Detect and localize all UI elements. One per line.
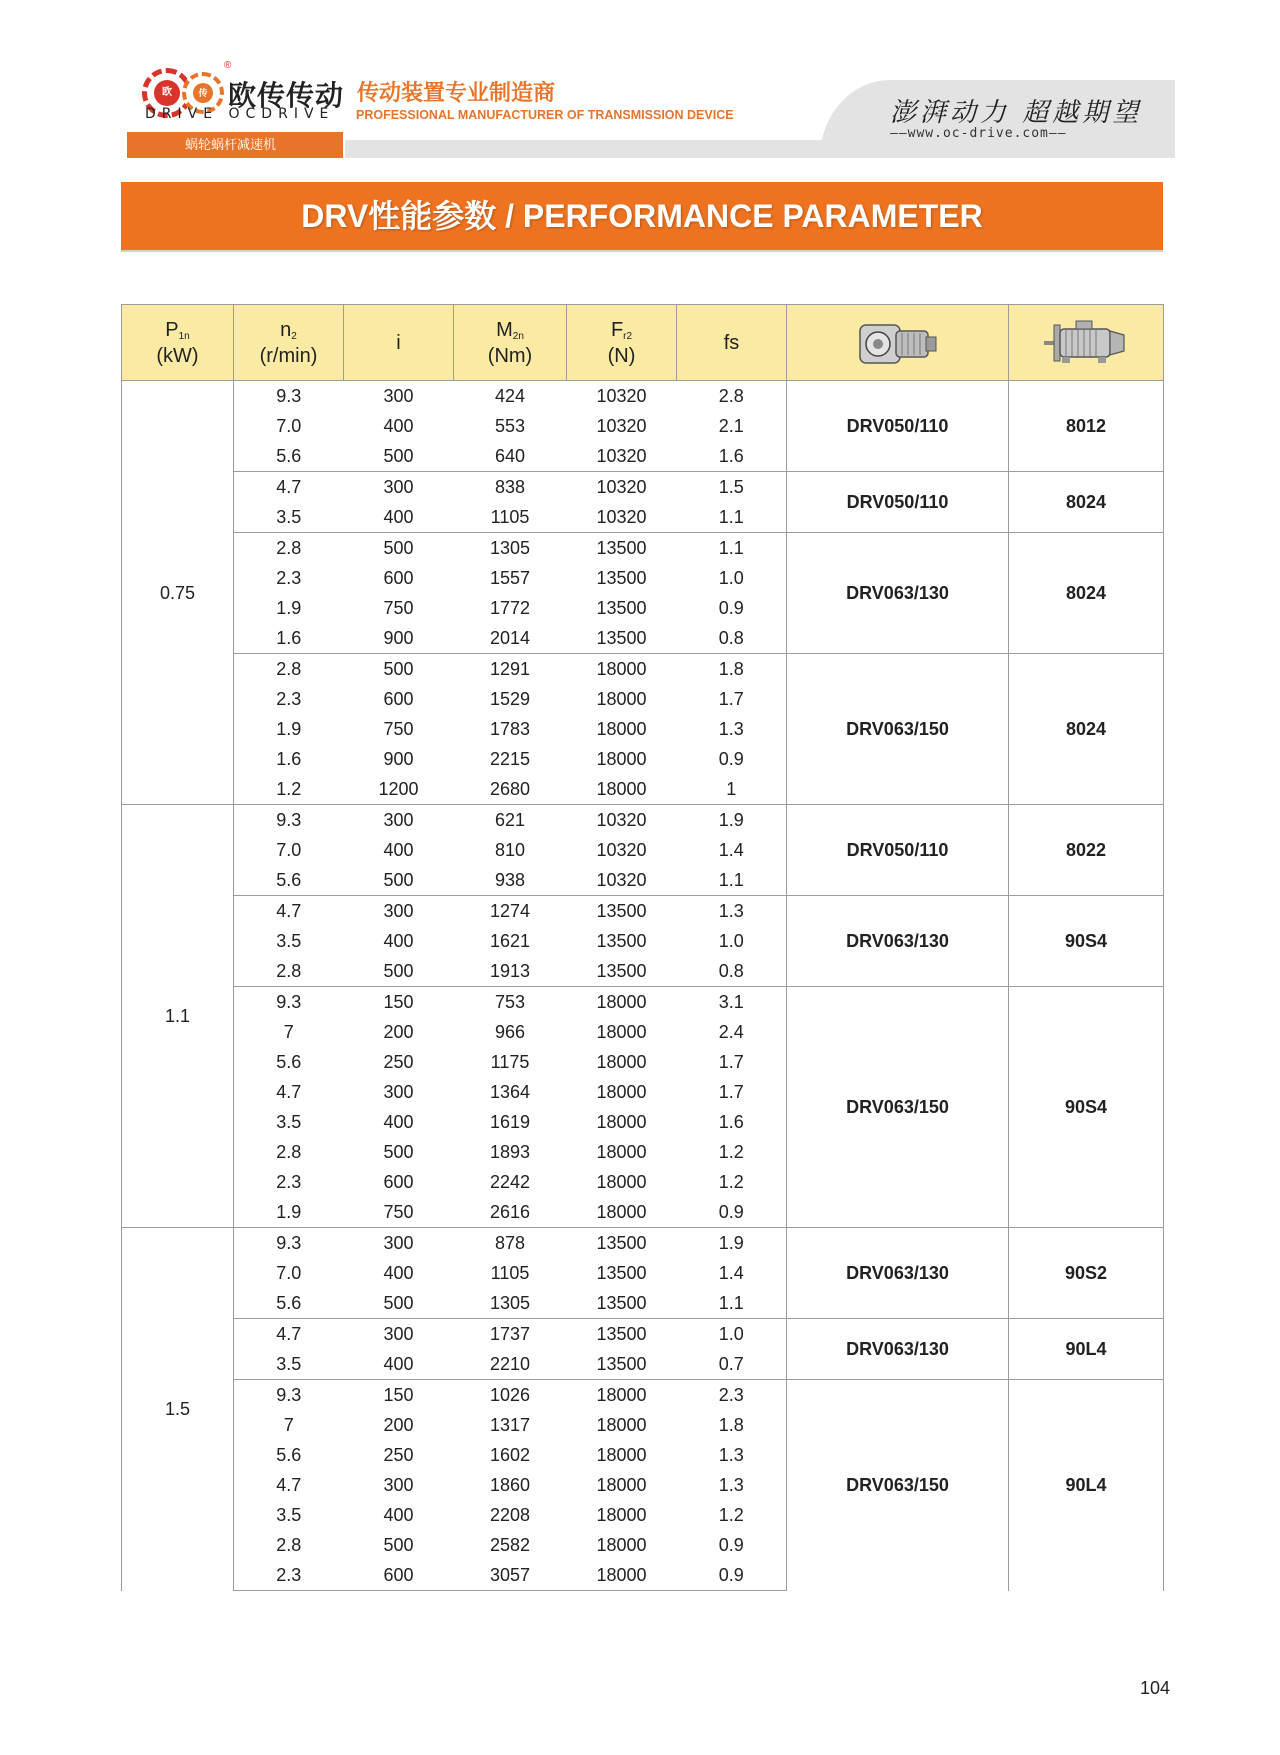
logo-brand-cn: 欧传传动 (228, 80, 345, 111)
i-cell: 300 (344, 472, 454, 503)
i-cell: 150 (344, 1380, 454, 1411)
i-cell: 900 (383, 628, 414, 648)
n2-cell: 1.9 (234, 714, 344, 744)
i-cell: 1200 (378, 779, 419, 799)
m2-cell: 1893 (489, 1142, 531, 1162)
i-cell: 300 (383, 1082, 414, 1102)
m2-cell: 640 (494, 446, 526, 466)
performance-table (121, 304, 1164, 1591)
fr2-cell: 10320 (596, 416, 647, 436)
table-row (122, 896, 1164, 927)
fr2-cell: 18000 (596, 1202, 647, 1222)
fs-cell: 2.8 (677, 381, 787, 412)
m2-cell: 1317 (489, 1415, 531, 1435)
i-cell: 600 (383, 568, 414, 588)
fr2-cell: 18000 (596, 1172, 647, 1192)
i-cell: 500 (383, 1142, 414, 1162)
motor-model-cell: 8022 (1009, 805, 1164, 896)
n2-cell: 1.6 (234, 744, 344, 774)
m2-cell: 2582 (489, 1535, 531, 1555)
n2-cell: 2.3 (234, 684, 344, 714)
m2-cell: 424 (454, 381, 567, 412)
m2-cell: 966 (494, 1022, 526, 1042)
i-cell: 250 (383, 1052, 414, 1072)
n2-cell: 2.3 (234, 1167, 344, 1197)
reducer-model-cell: DRV050/110 (787, 381, 1009, 472)
fr2-cell: 13500 (596, 568, 647, 588)
fs-cell: 1.3 (677, 896, 787, 927)
fs-cell: 0.9 (677, 1197, 787, 1228)
n2-cell: 2.8 (234, 1530, 344, 1560)
m2-cell: 1737 (454, 1319, 567, 1350)
fr2-cell: 13500 (567, 533, 677, 564)
category-tab: 蜗轮蜗杆减速机 (127, 132, 343, 158)
fs-cell: 1.0 (677, 563, 787, 593)
table-row (122, 1228, 1164, 1259)
i-cell: 600 (344, 1560, 454, 1591)
power-cell: 1.5 (122, 1228, 234, 1591)
i-cell: 300 (344, 805, 454, 836)
i-cell: 300 (344, 381, 454, 412)
i-cell: 500 (344, 654, 454, 685)
n2-cell: 4.7 (234, 1319, 344, 1350)
n2-cell: 2.8 (234, 1137, 344, 1167)
i-cell: 400 (383, 1354, 414, 1374)
fs-cell: 1.0 (677, 1319, 787, 1350)
n2-cell: 2.3 (234, 563, 344, 593)
reducer-model-cell: DRV063/130 (787, 1319, 1009, 1380)
m2-cell: 1364 (489, 1082, 531, 1102)
m2-cell: 1602 (489, 1445, 531, 1465)
m2-cell: 1529 (489, 689, 531, 709)
fs-cell: 1.2 (677, 1137, 787, 1167)
fs-cell: 1.7 (677, 1077, 787, 1107)
reducer-model-cell: DRV063/130 (787, 896, 1009, 987)
n2-cell: 1.9 (234, 593, 344, 623)
n2-cell: 2.8 (234, 533, 344, 564)
fs-cell: 1.1 (677, 865, 787, 896)
n2-cell: 7.0 (234, 835, 344, 865)
table-row (122, 1380, 1164, 1411)
m2-cell: 1772 (489, 598, 531, 618)
fr2-cell: 18000 (596, 1445, 647, 1465)
n2-cell: 5.6 (234, 1047, 344, 1077)
i-cell: 250 (383, 1445, 414, 1465)
i-cell: 500 (383, 961, 414, 981)
i-cell: 400 (383, 931, 414, 951)
motor-model-cell: 90L4 (1009, 1380, 1164, 1591)
m2-cell: 838 (454, 472, 567, 503)
i-cell: 400 (383, 840, 414, 860)
n2-cell: 3.5 (234, 502, 344, 533)
m2-cell: 1274 (454, 896, 567, 927)
fs-cell: 0.9 (677, 593, 787, 623)
i-cell: 400 (383, 1505, 414, 1525)
fs-cell: 1 (677, 774, 787, 805)
m2-cell: 1305 (454, 533, 567, 564)
m2-cell: 3057 (454, 1560, 567, 1591)
fr2-cell: 18000 (567, 1560, 677, 1591)
m2-cell: 1026 (454, 1380, 567, 1411)
i-cell: 500 (344, 533, 454, 564)
m2-cell: 2616 (489, 1202, 531, 1222)
n2-cell: 9.3 (234, 1228, 344, 1259)
m2-cell: 2680 (489, 779, 531, 799)
motor-model-cell: 8024 (1009, 533, 1164, 654)
motor-model-cell: 90S4 (1009, 896, 1164, 987)
m2-cell: 878 (454, 1228, 567, 1259)
fs-cell: 1.0 (677, 926, 787, 956)
n2-cell: 5.6 (234, 441, 344, 472)
fr2-cell: 18000 (596, 749, 647, 769)
n2-cell: 5.6 (234, 865, 344, 896)
fr2-cell: 18000 (596, 1415, 647, 1435)
m2-cell: 2210 (489, 1354, 531, 1374)
header-radial-load: $F_{r2}$ (N) (567, 305, 677, 381)
n2-cell: 2.3 (234, 1560, 344, 1591)
reducer-model-cell: DRV050/110 (787, 472, 1009, 533)
header-title-en: PROFESSIONAL MANUFACTURER OF TRANSMISSION DEVICE (356, 108, 734, 122)
n2-cell: 4.7 (234, 472, 344, 503)
header-ratio: i (344, 305, 454, 381)
fr2-cell: 13500 (596, 961, 647, 981)
m2-cell: 2242 (489, 1172, 531, 1192)
i-cell: 300 (383, 1475, 414, 1495)
m2-cell: 1105 (490, 1263, 530, 1283)
fr2-cell: 18000 (596, 1082, 647, 1102)
reducer-model-cell: DRV063/150 (787, 987, 1009, 1228)
n2-cell: 2.8 (234, 956, 344, 987)
i-cell: 900 (383, 749, 414, 769)
fs-cell: 1.5 (677, 472, 787, 503)
fr2-cell: 18000 (596, 1022, 647, 1042)
fs-cell: 0.8 (677, 623, 787, 654)
fs-cell: 1.4 (677, 1258, 787, 1288)
n2-cell: 7.0 (234, 1258, 344, 1288)
m2-cell: 2208 (489, 1505, 531, 1525)
reducer-model-cell: DRV063/130 (787, 533, 1009, 654)
fs-cell: 1.6 (677, 441, 787, 472)
fs-cell: 1.7 (677, 1047, 787, 1077)
m2-cell: 1105 (490, 507, 530, 527)
i-cell: 500 (383, 446, 414, 466)
header-power: $P_{1n}$ (kW) (122, 305, 234, 381)
fr2-cell: 18000 (596, 1052, 647, 1072)
page-number: 104 (1140, 1678, 1171, 1698)
fs-cell: 2.1 (677, 411, 787, 441)
fr2-cell: 10320 (596, 870, 647, 890)
i-cell: 400 (383, 416, 414, 436)
fr2-cell: 13500 (567, 896, 677, 927)
fr2-cell: 13500 (596, 1263, 647, 1283)
n2-cell: 4.7 (234, 1470, 344, 1500)
motor-model-cell: 8024 (1009, 472, 1164, 533)
fs-cell: 1.3 (677, 1470, 787, 1500)
n2-cell: 3.5 (234, 926, 344, 956)
motor-model-cell: 90L4 (1009, 1319, 1164, 1380)
fs-cell: 1.1 (677, 533, 787, 564)
n2-cell: 1.9 (234, 1197, 344, 1228)
logo-mark-left: 欧 (154, 80, 180, 106)
fs-cell: 1.3 (677, 1440, 787, 1470)
i-cell: 200 (383, 1415, 414, 1435)
header-gray-band (345, 140, 1175, 158)
i-cell: 300 (344, 1228, 454, 1259)
fr2-cell: 13500 (596, 598, 647, 618)
m2-cell: 621 (454, 805, 567, 836)
fr2-cell: 10320 (567, 472, 677, 503)
m2-cell: 2215 (489, 749, 531, 769)
motor-model-cell: 90S2 (1009, 1228, 1164, 1319)
header-torque: $M_{2n}$ (Nm) (454, 305, 567, 381)
m2-cell: 1783 (489, 719, 531, 739)
logo-mark-right: 传 (193, 83, 213, 103)
power-cell: 0.75 (122, 381, 234, 805)
reducer-model-cell: DRV063/150 (787, 1380, 1009, 1591)
n2-cell: 7 (234, 1410, 344, 1440)
table-row (122, 654, 1164, 685)
fr2-cell: 13500 (567, 1319, 677, 1350)
header-service-factor: fs (677, 305, 787, 381)
m2-cell: 1913 (489, 961, 531, 981)
m2-cell: 1305 (489, 1293, 531, 1313)
m2-cell: 810 (494, 840, 526, 860)
fr2-cell: 18000 (596, 779, 647, 799)
reducer-model-cell: DRV063/150 (787, 654, 1009, 805)
fs-cell: 1.2 (677, 1500, 787, 1530)
fr2-cell: 13500 (596, 1293, 647, 1313)
fs-cell: 0.8 (677, 956, 787, 987)
fr2-cell: 18000 (596, 719, 647, 739)
header-motor (1009, 305, 1164, 381)
m2-cell: 553 (494, 416, 526, 436)
n2-cell: 9.3 (234, 1380, 344, 1411)
table-row (122, 533, 1164, 564)
n2-cell: 7.0 (234, 411, 344, 441)
i-cell: 300 (344, 1319, 454, 1350)
n2-cell: 3.5 (234, 1349, 344, 1380)
fr2-cell: 10320 (567, 805, 677, 836)
n2-cell: 3.5 (234, 1500, 344, 1530)
m2-cell: 938 (494, 870, 526, 890)
fr2-cell: 10320 (567, 381, 677, 412)
header-reducer (787, 305, 1009, 381)
i-cell: 500 (383, 870, 414, 890)
fs-cell: 1.6 (677, 1107, 787, 1137)
fr2-cell: 13500 (596, 628, 647, 648)
website-url: ——www.oc-drive.com—— (890, 126, 1067, 141)
fs-cell: 3.1 (677, 987, 787, 1018)
n2-cell: 3.5 (234, 1107, 344, 1137)
motor-model-cell: 8024 (1009, 654, 1164, 805)
fs-cell: 0.7 (677, 1349, 787, 1380)
electric-motor-icon (1040, 315, 1132, 371)
fr2-cell: 18000 (596, 689, 647, 709)
fs-cell: 1.8 (677, 1410, 787, 1440)
fr2-cell: 18000 (596, 1535, 647, 1555)
fs-cell: 1.1 (677, 1288, 787, 1319)
table-row (122, 381, 1164, 412)
fs-cell: 1.4 (677, 835, 787, 865)
fs-cell: 1.7 (677, 684, 787, 714)
i-cell: 500 (383, 1293, 414, 1313)
table-row (122, 472, 1164, 503)
fr2-cell: 13500 (596, 931, 647, 951)
fr2-cell: 18000 (567, 1380, 677, 1411)
registered-mark: ® (224, 60, 232, 71)
m2-cell: 2014 (489, 628, 531, 648)
table-row (122, 1319, 1164, 1350)
n2-cell: 1.6 (234, 623, 344, 654)
n2-cell: 4.7 (234, 1077, 344, 1107)
fr2-cell: 18000 (596, 1505, 647, 1525)
n2-cell: 4.7 (234, 896, 344, 927)
i-cell: 150 (344, 987, 454, 1018)
n2-cell: 5.6 (234, 1288, 344, 1319)
i-cell: 400 (383, 1263, 414, 1283)
i-cell: 400 (383, 1112, 414, 1132)
m2-cell: 1621 (489, 931, 531, 951)
fs-cell: 2.4 (677, 1017, 787, 1047)
fs-cell: 2.3 (677, 1380, 787, 1411)
fs-cell: 1.9 (677, 1228, 787, 1259)
fr2-cell: 18000 (596, 1475, 647, 1495)
i-cell: 750 (383, 598, 414, 618)
i-cell: 500 (383, 1535, 414, 1555)
reducer-model-cell: DRV050/110 (787, 805, 1009, 896)
fs-cell: 1.2 (677, 1167, 787, 1197)
i-cell: 750 (383, 719, 414, 739)
m2-cell: 1175 (490, 1052, 530, 1072)
n2-cell: 9.3 (234, 381, 344, 412)
fr2-cell: 18000 (567, 654, 677, 685)
fs-cell: 1.3 (677, 714, 787, 744)
fr2-cell: 18000 (567, 987, 677, 1018)
fr2-cell: 10320 (596, 446, 647, 466)
reducer-model-cell: DRV063/130 (787, 1228, 1009, 1319)
page-title-banner: DRV性能参数 / PERFORMANCE PARAMETER (121, 182, 1163, 250)
fr2-cell: 18000 (596, 1112, 647, 1132)
header-title-cn: 传动装置专业制造商 (357, 80, 556, 105)
i-cell: 600 (383, 1172, 414, 1192)
fr2-cell: 18000 (596, 1142, 647, 1162)
fr2-cell: 13500 (596, 1354, 647, 1374)
fr2-cell: 13500 (567, 1228, 677, 1259)
n2-cell: 7 (234, 1017, 344, 1047)
motor-model-cell: 90S4 (1009, 987, 1164, 1228)
n2-cell: 9.3 (234, 987, 344, 1018)
i-cell: 300 (344, 896, 454, 927)
slogan: 澎湃动力 超越期望 (890, 98, 1143, 128)
fs-cell: 1.9 (677, 805, 787, 836)
fs-cell: 0.9 (677, 1560, 787, 1591)
worm-reducer-icon (852, 315, 944, 371)
table-row (122, 987, 1164, 1018)
fs-cell: 1.1 (677, 502, 787, 533)
fr2-cell: 10320 (596, 507, 647, 527)
header-output-speed: $n_2$ (r/min) (234, 305, 344, 381)
table-body (122, 381, 1164, 1591)
n2-cell: 1.2 (234, 774, 344, 805)
m2-cell: 1619 (489, 1112, 531, 1132)
table-header-row (122, 305, 1164, 381)
power-cell: 1.1 (122, 805, 234, 1228)
m2-cell: 753 (454, 987, 567, 1018)
fs-cell: 0.9 (677, 1530, 787, 1560)
m2-cell: 1860 (489, 1475, 531, 1495)
table-row (122, 805, 1164, 836)
motor-model-cell: 8012 (1009, 381, 1164, 472)
logo-brand-en: DRIVE OCDRIVE (145, 106, 335, 122)
i-cell: 400 (383, 507, 414, 527)
n2-cell: 9.3 (234, 805, 344, 836)
i-cell: 750 (383, 1202, 414, 1222)
n2-cell: 5.6 (234, 1440, 344, 1470)
m2-cell: 1291 (454, 654, 567, 685)
fs-cell: 1.8 (677, 654, 787, 685)
n2-cell: 2.8 (234, 654, 344, 685)
fr2-cell: 10320 (596, 840, 647, 860)
fs-cell: 0.9 (677, 744, 787, 774)
i-cell: 600 (383, 689, 414, 709)
i-cell: 200 (383, 1022, 414, 1042)
m2-cell: 1557 (489, 568, 531, 588)
